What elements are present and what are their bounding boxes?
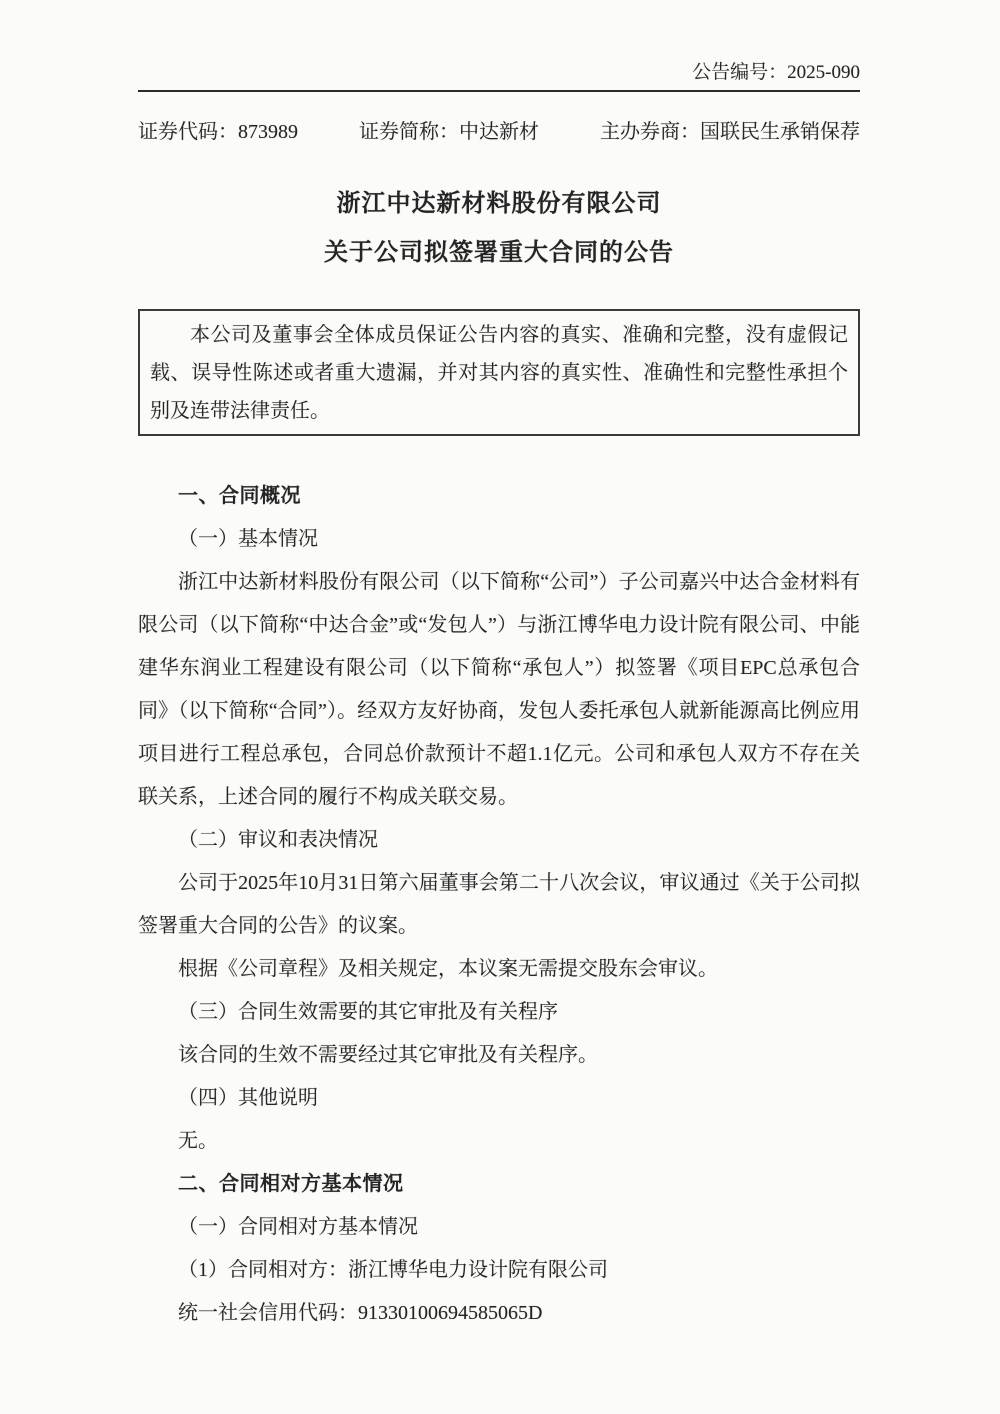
- sub-heading-1-2: （二）审议和表决情况: [178, 829, 378, 851]
- document-body: [138, 475, 860, 1335]
- securities-info-row: [138, 119, 860, 145]
- section-heading-2: 二、合同相对方基本情况: [178, 1173, 404, 1195]
- stock-code: 证券代码：873989: [138, 121, 298, 143]
- sub-heading-2-1: （一）合同相对方基本情况: [178, 1216, 418, 1238]
- sub-heading-1-4: （四）其他说明: [178, 1087, 318, 1109]
- paragraph-board-meeting: 公司于2025年10月31日第六届董事会第二十八次会议，审议通过《关于公司拟签署重大合同的公告》的议案。: [138, 872, 860, 937]
- disclaimer-box: [138, 309, 860, 436]
- company-name-title: 浙江中达新材料股份有限公司: [336, 191, 662, 217]
- sub-heading-1-3: （三）合同生效需要的其它审批及有关程序: [178, 1001, 558, 1023]
- announcement-number: 公告编号：2025-090: [692, 62, 860, 83]
- announcement-title: 关于公司拟签署重大合同的公告: [324, 240, 674, 266]
- sub-heading-counterparty: （1）合同相对方：浙江博华电力设计院有限公司: [178, 1259, 608, 1281]
- section-heading-1: 一、合同概况: [178, 485, 301, 507]
- header-divider: [138, 90, 860, 92]
- disclaimer-text: 本公司及董事会全体成员保证公告内容的真实、准确和完整，没有虚假记载、误导性陈述或者重大遗漏，并对其内容的真实性、准确性和完整性承担个别及连带法律责任。: [150, 324, 848, 422]
- paragraph-no-other-approval: 该合同的生效不需要经过其它审批及有关程序。: [178, 1044, 598, 1066]
- sponsor-broker: 主办券商：国联民生承销保荐: [600, 121, 860, 143]
- sub-heading-1-1: （一）基本情况: [178, 528, 318, 550]
- paragraph-no-shareholder-review: 根据《公司章程》及相关规定，本议案无需提交股东会审议。: [178, 958, 718, 980]
- stock-short-name: 证券简称：中达新材: [359, 121, 539, 143]
- paragraph-basic-info: 浙江中达新材料股份有限公司（以下简称“公司”）子公司嘉兴中达合金材料有限公司（以下简称“中达合金”或“发包人”）与浙江博华电力设计院有限公司、中能建华东润业工程建设有限公司（以下简称“承包人”）拟签署《项目EPC总承包合同》（以下简称“合同”）。经双方友好协商，发包人委托承包人就新能源高比例应用项目进行工程总承包，合同总价款预计不超1.1亿元。公司和承包人双方不存在关联关系，上述合同的履行不构成关联交易。: [138, 571, 860, 808]
- paragraph-credit-code: 统一社会信用代码：91330100694585065D: [178, 1302, 543, 1324]
- paragraph-none: 无。: [178, 1130, 218, 1152]
